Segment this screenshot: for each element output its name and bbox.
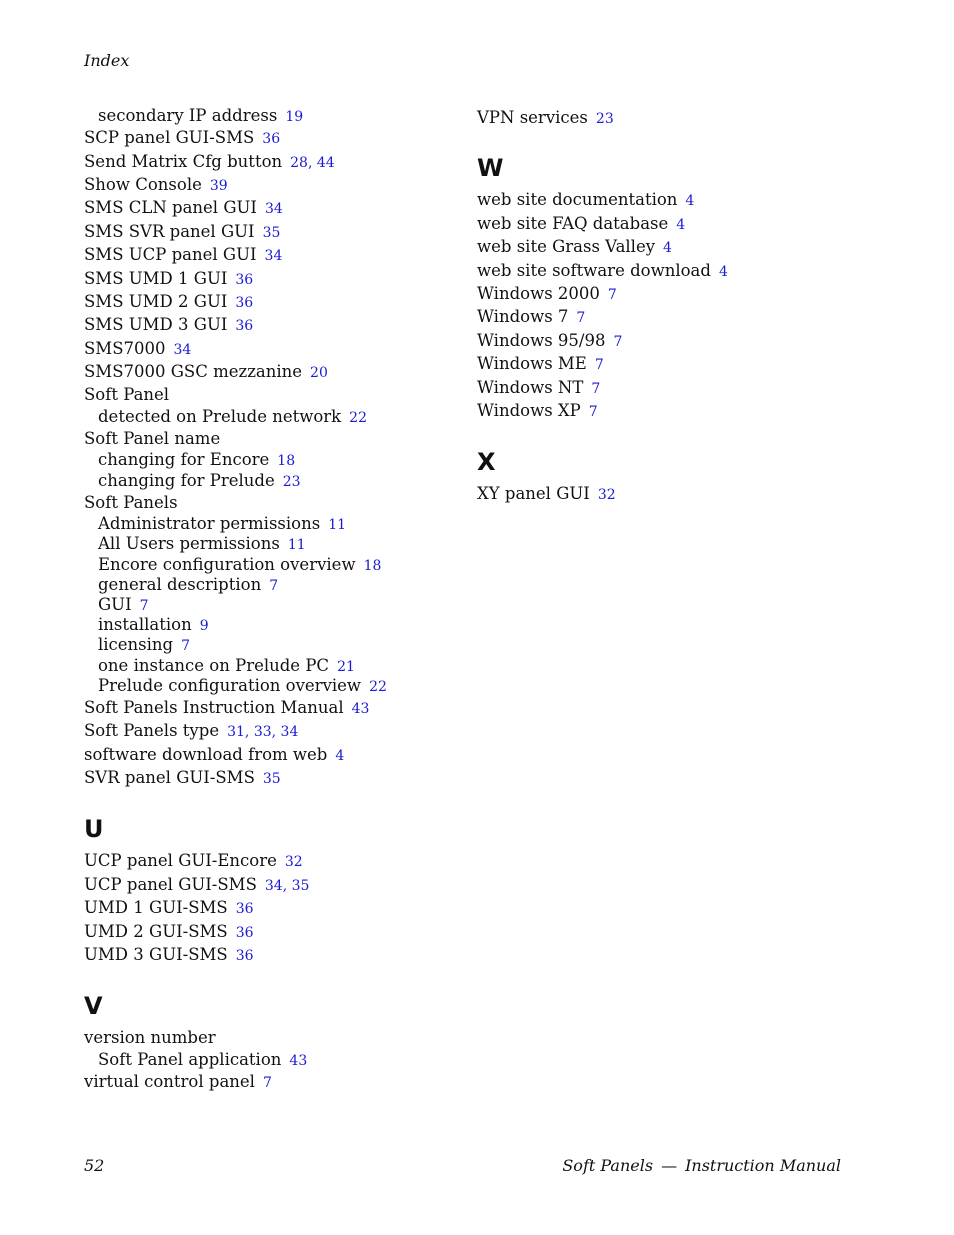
section-spacer xyxy=(477,129,877,154)
index-entry xyxy=(477,305,877,328)
index-entry xyxy=(84,943,464,966)
page-references xyxy=(289,1053,307,1069)
page-link[interactable]: 32 xyxy=(284,854,303,871)
section-spacer xyxy=(84,966,464,992)
page-references xyxy=(598,487,616,503)
page-references xyxy=(235,295,253,311)
page-link[interactable]: 20 xyxy=(310,365,328,382)
index-entry xyxy=(477,259,877,282)
page-references xyxy=(283,474,301,490)
page-references xyxy=(596,111,614,127)
page-number: 52 xyxy=(84,1156,105,1175)
page-link[interactable]: 4 xyxy=(685,193,695,210)
index-subentry xyxy=(84,676,464,696)
page-link[interactable]: 18 xyxy=(277,453,296,470)
page-link[interactable]: 7 xyxy=(139,597,149,614)
index-term: secondary IP address xyxy=(98,106,278,125)
page-link[interactable]: 9 xyxy=(199,618,209,635)
section-letter-heading: W xyxy=(477,154,505,183)
footer-product: Soft Panels xyxy=(562,1156,654,1175)
index-entry xyxy=(84,719,464,742)
page-references xyxy=(235,272,253,288)
index-term: Soft Panels xyxy=(84,492,178,512)
index-subentry xyxy=(84,595,464,615)
page-references xyxy=(140,598,149,614)
index-entry xyxy=(477,376,877,399)
index-term: Administrator permissions xyxy=(98,514,321,534)
page-link[interactable]: 34 xyxy=(280,724,299,741)
page-link[interactable]: 4 xyxy=(676,216,686,233)
index-entry xyxy=(477,235,877,258)
index-term: changing for Encore xyxy=(98,450,270,470)
index-entry xyxy=(84,337,464,360)
page-references xyxy=(349,410,367,426)
page-link[interactable]: 36 xyxy=(235,948,254,965)
index-subentry xyxy=(84,450,464,470)
page-references xyxy=(335,748,344,764)
page-link[interactable]: 39 xyxy=(209,177,228,194)
index-entry xyxy=(477,212,877,235)
page-references xyxy=(263,225,281,241)
page-link[interactable]: 33 xyxy=(253,724,272,741)
section-letter-heading: V xyxy=(84,992,104,1021)
index-entry xyxy=(84,427,464,450)
page-link[interactable]: 7 xyxy=(181,638,191,655)
page-link[interactable]: 36 xyxy=(235,318,254,335)
index-entry xyxy=(84,173,464,196)
page-link[interactable]: 34 xyxy=(264,201,283,218)
page-references xyxy=(328,517,346,533)
index-column-right xyxy=(477,106,877,506)
footer-dash: — xyxy=(661,1156,678,1175)
page-references xyxy=(210,178,228,194)
index-subentry xyxy=(84,555,464,575)
index-term: Encore configuration overview xyxy=(98,554,356,574)
section-spacer xyxy=(477,422,877,448)
index-entry xyxy=(84,696,464,719)
index-entry xyxy=(477,282,877,305)
page-references xyxy=(277,453,295,469)
page-references xyxy=(676,217,685,233)
index-entry xyxy=(84,920,464,943)
page-references xyxy=(285,109,303,125)
index-term: software download from web xyxy=(84,744,328,764)
index-term: Show Console xyxy=(84,174,202,194)
page-link[interactable]: 28 xyxy=(290,154,308,171)
index-term: SMS UCP panel GUI xyxy=(84,245,257,265)
page-link[interactable]: 7 xyxy=(262,1075,272,1091)
index-term: Soft Panel name xyxy=(84,429,221,449)
page-references xyxy=(263,771,281,787)
index-term: VPN services xyxy=(477,108,588,127)
index-entry xyxy=(477,106,877,129)
page-link[interactable]: 34 xyxy=(264,877,283,894)
index-term: SMS7000 GSC mezzanine xyxy=(84,362,303,382)
page-link[interactable]: 32 xyxy=(597,487,616,504)
index-term: Soft Panels type xyxy=(84,721,220,741)
page-references xyxy=(235,318,253,334)
page-link[interactable]: 31 xyxy=(227,724,245,741)
section-spacer xyxy=(84,789,464,815)
page-link[interactable]: 36 xyxy=(262,131,281,148)
page-references xyxy=(589,404,598,420)
page-link[interactable]: 35 xyxy=(291,877,310,894)
page-link[interactable]: 7 xyxy=(613,333,623,350)
index-entry xyxy=(84,290,464,313)
index-subentry xyxy=(84,615,464,635)
index-term: GUI xyxy=(98,594,132,614)
index-term: Prelude configuration overview xyxy=(98,675,362,695)
page-link[interactable]: 7 xyxy=(269,577,279,594)
page-link[interactable]: 4 xyxy=(335,747,345,764)
page-references xyxy=(352,701,370,717)
index-term: SVR panel GUI-SMS xyxy=(84,768,255,788)
footer-manual: Instruction Manual xyxy=(685,1156,841,1175)
index-term: detected on Prelude network xyxy=(98,406,342,426)
index-term: UMD 1 GUI-SMS xyxy=(84,898,228,918)
index-subentry xyxy=(84,534,464,554)
page-link[interactable]: 36 xyxy=(235,271,254,288)
index-term: Soft Panels Instruction Manual xyxy=(84,697,344,717)
index-entry xyxy=(84,766,464,789)
index-term: Windows XP xyxy=(477,400,581,420)
page-references xyxy=(236,901,254,917)
page-references xyxy=(236,925,254,941)
section-letter-heading: X xyxy=(477,448,497,477)
index-term: Soft Panel xyxy=(84,385,170,405)
index-entry xyxy=(84,196,464,219)
page-link[interactable]: 34 xyxy=(264,248,283,265)
page-references xyxy=(310,365,328,381)
index-subentry xyxy=(84,514,464,534)
page-references xyxy=(591,381,600,397)
index-term: UMD 2 GUI-SMS xyxy=(84,921,228,941)
page-references xyxy=(263,1075,272,1091)
page-link[interactable]: 36 xyxy=(235,294,254,311)
page-link[interactable]: 7 xyxy=(591,380,601,397)
page-link[interactable]: 35 xyxy=(262,224,281,241)
page-link[interactable]: 43 xyxy=(289,1052,308,1069)
page-references xyxy=(227,724,298,740)
index-subentry xyxy=(84,1050,464,1070)
page-references xyxy=(265,201,283,217)
index-term: UCP panel GUI-Encore xyxy=(84,851,277,871)
index-term: SMS UMD 2 GUI xyxy=(84,291,228,311)
page-link[interactable]: 4 xyxy=(663,240,672,257)
page-references xyxy=(663,240,672,256)
index-term: SMS CLN panel GUI xyxy=(84,198,257,218)
page-link[interactable]: 23 xyxy=(282,473,301,490)
page-link[interactable]: 34 xyxy=(173,341,192,358)
index-subentry xyxy=(84,407,464,427)
index-term: SMS SVR panel GUI xyxy=(84,221,255,241)
index-entry xyxy=(84,1070,464,1093)
index-term: one instance on Prelude PC xyxy=(98,655,330,675)
index-entry xyxy=(84,873,464,896)
index-term: SMS UMD 3 GUI xyxy=(84,315,228,335)
index-entry xyxy=(84,383,464,406)
page-link[interactable]: 36 xyxy=(235,924,254,941)
page-references xyxy=(236,948,254,964)
index-entry xyxy=(84,896,464,919)
page-references xyxy=(595,357,604,373)
index-column-left xyxy=(84,106,464,1093)
index-term: Send Matrix Cfg button xyxy=(84,151,283,171)
index-term: Windows 2000 xyxy=(477,283,600,303)
page-references xyxy=(290,155,335,171)
page-references xyxy=(269,578,278,594)
page-references xyxy=(719,264,728,280)
index-term: UMD 3 GUI-SMS xyxy=(84,945,228,965)
index-entry xyxy=(84,243,464,266)
page-references xyxy=(265,878,310,894)
index-entry xyxy=(477,399,877,422)
index-subentry xyxy=(84,471,464,491)
page-link[interactable]: 7 xyxy=(594,357,604,374)
index-subentry xyxy=(84,656,464,676)
index-entry xyxy=(477,329,877,352)
page-link[interactable]: 43 xyxy=(351,700,370,717)
page-references xyxy=(285,854,303,870)
page-references xyxy=(288,537,306,553)
page-references xyxy=(685,193,694,209)
page-link[interactable]: 7 xyxy=(607,286,617,303)
page-separator: , xyxy=(307,154,317,171)
page-separator: , xyxy=(271,724,281,741)
page-link[interactable]: 35 xyxy=(262,771,281,788)
index-term: web site FAQ database xyxy=(477,213,669,233)
page-link[interactable]: 22 xyxy=(349,409,367,426)
index-entry xyxy=(84,849,464,872)
index-term: web site documentation xyxy=(477,190,678,210)
index-term: Soft Panel application xyxy=(98,1049,282,1069)
index-entry xyxy=(477,482,877,505)
index-entry xyxy=(84,313,464,336)
index-subentry xyxy=(84,575,464,595)
page-link[interactable]: 19 xyxy=(285,109,304,125)
index-term: XY panel GUI xyxy=(477,484,590,504)
index-entry xyxy=(84,267,464,290)
page-link[interactable]: 22 xyxy=(369,678,387,695)
index-term: Windows NT xyxy=(477,377,584,397)
page-references xyxy=(576,310,585,326)
index-term: web site software download xyxy=(477,260,711,280)
page-link[interactable]: 7 xyxy=(576,310,586,327)
page-separator: , xyxy=(282,877,292,894)
page-references xyxy=(174,342,192,358)
page-link[interactable]: 21 xyxy=(337,658,355,675)
page-link[interactable]: 23 xyxy=(595,111,614,127)
page-references xyxy=(369,679,387,695)
index-subentry xyxy=(84,635,464,655)
index-term: changing for Prelude xyxy=(98,470,275,490)
page-references xyxy=(181,638,190,654)
index-entry xyxy=(477,188,877,211)
index-term: UCP panel GUI-SMS xyxy=(84,874,257,894)
page-link[interactable]: 11 xyxy=(328,517,347,534)
index-term: licensing xyxy=(98,635,174,655)
index-term: virtual control panel xyxy=(84,1072,255,1091)
page-link[interactable]: 7 xyxy=(588,403,598,420)
page-references xyxy=(200,618,209,634)
index-term: SMS7000 xyxy=(84,338,166,358)
page-references xyxy=(337,659,355,675)
page-references xyxy=(364,558,382,574)
page-link[interactable]: 4 xyxy=(718,263,728,280)
index-entry xyxy=(84,1026,464,1049)
page-separator: , xyxy=(244,724,254,741)
index-term: Windows ME xyxy=(477,354,587,374)
index-entry xyxy=(84,220,464,243)
page-references xyxy=(262,131,280,147)
page-link[interactable]: 11 xyxy=(287,537,306,554)
page-references xyxy=(613,334,622,350)
footer-title xyxy=(562,1156,841,1175)
index-entry xyxy=(84,150,464,173)
index-term: SMS UMD 1 GUI xyxy=(84,268,228,288)
page-link[interactable]: 36 xyxy=(235,901,254,918)
index-entry xyxy=(84,743,464,766)
index-term: Windows 7 xyxy=(477,307,569,327)
index-term: SCP panel GUI-SMS xyxy=(84,128,255,148)
page-references xyxy=(265,248,283,264)
section-letter-heading: U xyxy=(84,815,105,844)
index-entry xyxy=(84,360,464,383)
index-term: web site Grass Valley xyxy=(477,237,656,257)
index-term: All Users permissions xyxy=(98,534,280,554)
page-link[interactable]: 18 xyxy=(363,557,382,574)
index-term: version number xyxy=(84,1028,216,1048)
index-term: Windows 95/98 xyxy=(477,330,606,350)
index-entry xyxy=(477,352,877,375)
index-entry xyxy=(84,491,464,514)
index-term: installation xyxy=(98,615,192,635)
index-subentry xyxy=(84,106,464,126)
index-entry xyxy=(84,126,464,149)
page-link[interactable]: 44 xyxy=(316,154,335,171)
index-term: general description xyxy=(98,574,262,594)
running-head: Index xyxy=(84,51,130,70)
page-references xyxy=(608,287,617,303)
